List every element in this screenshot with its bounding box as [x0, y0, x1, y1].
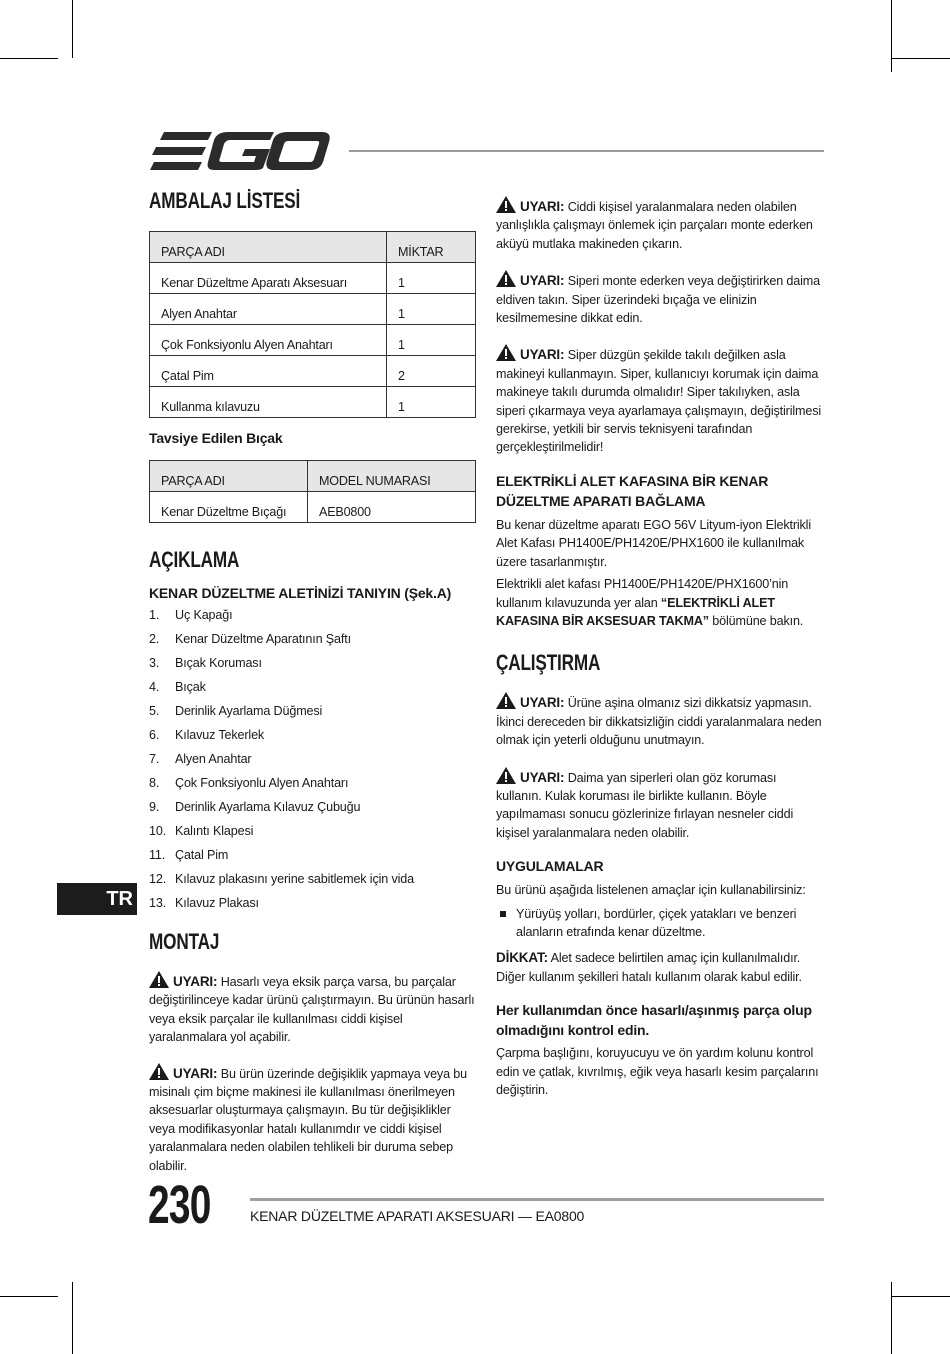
table-row — [150, 294, 476, 325]
warning-paragraph: UYARI: Hasarlı veya eksik parça varsa, bu parçalar değiştirilinceye kadar ürünü çalıştırmayın. Bu ürünün hasarlı veya eksik parçalar ile kullanılması ciddi kişisel yaralanmalara yol açabilir. — [149, 971, 476, 1047]
packing-table — [149, 231, 476, 418]
crop-mark — [891, 1296, 950, 1297]
crop-mark — [891, 1282, 892, 1354]
table-row — [150, 356, 476, 387]
crop-mark — [0, 58, 58, 59]
list-item: 1. Uç Kapağı — [149, 608, 233, 622]
check-paragraph: Çarpma başlığını, koruyucuyu ve ön yardım kolunu kontrol edin ve çatlak, kıvrılmış, eğik veya hasarlı kesim parçalarını değiştirin. — [496, 1046, 819, 1097]
table-row — [150, 461, 476, 492]
warning-paragraph: UYARI: Ciddi kişisel yaralanmalara neden olabilen yanlışlıkla çalışmayı önlemek için parçaları monte ederken aküyü mutlaka makineden çıkarın. — [496, 196, 824, 253]
table-row — [150, 325, 476, 356]
attach-paragraph: Bu kenar düzeltme aparatı EGO 56V Lityum-iyon Elektrikli Alet Kafası PH1400E/PH1420E/PHX1600 ile kullanılmak üzere tasarlanmıştır. — [496, 517, 811, 569]
table-cell: Kullanma kılavuzu — [150, 387, 387, 418]
list-item: 10. Kalıntı Klapesi — [149, 824, 254, 838]
table-row — [150, 263, 476, 294]
crop-mark — [72, 1282, 73, 1354]
table-cell: Alyen Anahtar — [150, 294, 387, 325]
header-rule — [349, 150, 824, 152]
operation-title: ÇALIŞTIRMA — [496, 650, 601, 676]
warning-icon — [496, 270, 516, 287]
crop-mark — [891, 0, 892, 72]
warning-icon — [149, 971, 169, 988]
list-item: 12. Kılavuz plakasını yerine sabitlemek için vida — [149, 872, 414, 886]
warning-icon — [149, 1063, 169, 1080]
table-cell: Çatal Pim — [150, 356, 387, 387]
footer-title: KENAR DÜZELTME APARATI AKSESUARI — EA0800 — [250, 1208, 585, 1224]
warning-icon — [496, 692, 516, 709]
table-header: PARÇA ADI — [150, 232, 387, 263]
table-header: MİKTAR — [387, 232, 476, 263]
ego-logo — [150, 130, 330, 172]
check-title: Her kullanımdan önce hasarlı/aşınmış parça olup olmadığını kontrol edin. — [496, 1002, 812, 1039]
table-cell: 1 — [387, 294, 476, 325]
list-item: 11. Çatal Pim — [149, 848, 229, 862]
crop-mark — [0, 1296, 58, 1297]
list-item: 8. Çok Fonksiyonlu Alyen Anahtarı — [149, 776, 349, 790]
table-cell: Çok Fonksiyonlu Alyen Anahtarı — [150, 325, 387, 356]
packing-title: AMBALAJ LİSTESİ — [149, 188, 301, 213]
list-item: 5. Derinlik Ayarlama Düğmesi — [149, 704, 323, 718]
crop-mark — [72, 0, 73, 58]
warning-paragraph: UYARI: Siper düzgün şekilde takılı değilken asla makineyi kullanmayın. Siper, kullanıcıyı korumak için daima makineye takılı durumda olmalıdır! Siper takılıyken, asla siperi çıkarmaya veya ayarlamaya çalışmayın, değiştirilmesi gerekirse, yetkili bir servis teknisyeni tarafından gerçekleştirilmelidir! — [496, 344, 824, 456]
warning-icon — [496, 767, 516, 784]
list-item: 9. Derinlik Ayarlama Kılavuz Çubuğu — [149, 800, 361, 814]
left-column — [149, 188, 476, 1175]
list-item: 4. Bıçak — [149, 680, 206, 694]
warning-icon — [496, 344, 516, 361]
apps-title: UYGULAMALAR — [496, 858, 604, 875]
right-column — [496, 196, 824, 1099]
warning-paragraph: UYARI: Bu ürün üzerinde değişiklik yapmaya veya bu misinalı çim biçme makinesi ile kullanılması önerilmeyen aksesuarlar oluşturmaya çalışmayın. Bu tür değişiklikler veya modifikasyonlar hatalı kullanımdır ve ciddi kişisel yaralanmalara neden olabilen tehlikeli bir duruma sebep olabilir. — [149, 1063, 476, 1175]
table-cell: AEB0800 — [308, 492, 476, 523]
table-header: MODEL NUMARASI — [308, 461, 476, 492]
warning-paragraph: UYARI: Siperi monte ederken veya değiştirirken daima eldiven takın. Siper üzerindeki bıçağa ve elinizin kesilmemesine dikkat edin. — [496, 270, 824, 327]
list-item: 7. Alyen Anahtar — [149, 752, 252, 766]
attach-paragraph: Elektrikli alet kafası PH1400E/PH1420E/PHX1600’nin kullanım kılavuzunda yer alan “ELEKTRİKLİ ALET KAFASINA BİR AKSESUAR TAKMA” bölümüne bakın. — [496, 577, 804, 628]
warning-paragraph: UYARI: Ürüne aşina olmanız sizi dikkatsiz yapmasın. İkinci dereceden bir dikkatsizliğin ciddi yaralanmalara neden olmak için yeterli olduğunu unutmayın. — [496, 692, 824, 749]
table-row — [150, 492, 476, 523]
apps-intro: Bu ürünü aşağıda listelenen amaçlar için kullanabilirsiniz: — [496, 883, 806, 898]
apps-list — [496, 905, 824, 942]
caution-paragraph: DİKKAT: Alet sadece belirtilen amaç için kullanılmalıdır. Diğer kullanım şekilleri hatalı kullanım olarak kabul edilir. — [496, 950, 802, 984]
warning-icon — [496, 196, 516, 213]
description-title: AÇIKLAMA — [149, 547, 240, 572]
table-cell: 1 — [387, 263, 476, 294]
warning-paragraph: UYARI: Daima yan siperleri olan göz koruması kullanın. Kulak koruması ile birlikte kullanın. Böyle yapılmaması sonucu gözlerinize fırlayan nesneler ciddi kişisel yaralanmalara neden olabilir. — [496, 767, 824, 843]
list-item: 2. Kenar Düzeltme Aparatının Şaftı — [149, 632, 351, 646]
table-row — [150, 387, 476, 418]
table-row — [150, 232, 476, 263]
list-item: Yürüyüş yolları, bordürler, çiçek yatakları ve benzeri alanların etrafında kenar düzeltme. — [496, 905, 824, 942]
assembly-title: MONTAJ — [149, 929, 220, 954]
footer-rule — [250, 1198, 824, 1201]
table-cell: Kenar Düzeltme Aparatı Aksesuarı — [150, 263, 387, 294]
table-cell: 1 — [387, 325, 476, 356]
list-item: 3. Bıçak Koruması — [149, 656, 262, 670]
description-subtitle: KENAR DÜZELTME ALETİNİZİ TANIYIN (Şek.A) — [149, 585, 452, 601]
page-number: 230 — [148, 1175, 211, 1235]
table-cell: 1 — [387, 387, 476, 418]
language-tab: TR — [57, 883, 137, 915]
table-header: PARÇA ADI — [150, 461, 308, 492]
table-cell: Kenar Düzeltme Bıçağı — [150, 492, 308, 523]
parts-list — [149, 603, 476, 915]
list-item: 6. Kılavuz Tekerlek — [149, 728, 265, 742]
recommended-table — [149, 460, 476, 523]
table-cell: 2 — [387, 356, 476, 387]
bullet-icon — [500, 911, 506, 917]
recommended-title: Tavsiye Edilen Bıçak — [149, 430, 283, 446]
crop-mark — [891, 58, 950, 59]
list-item: 13. Kılavuz Plakası — [149, 896, 259, 910]
attach-title: ELEKTRİKLİ ALET KAFASINA BİR KENAR DÜZELTME APARATI BAĞLAMA — [496, 472, 769, 509]
